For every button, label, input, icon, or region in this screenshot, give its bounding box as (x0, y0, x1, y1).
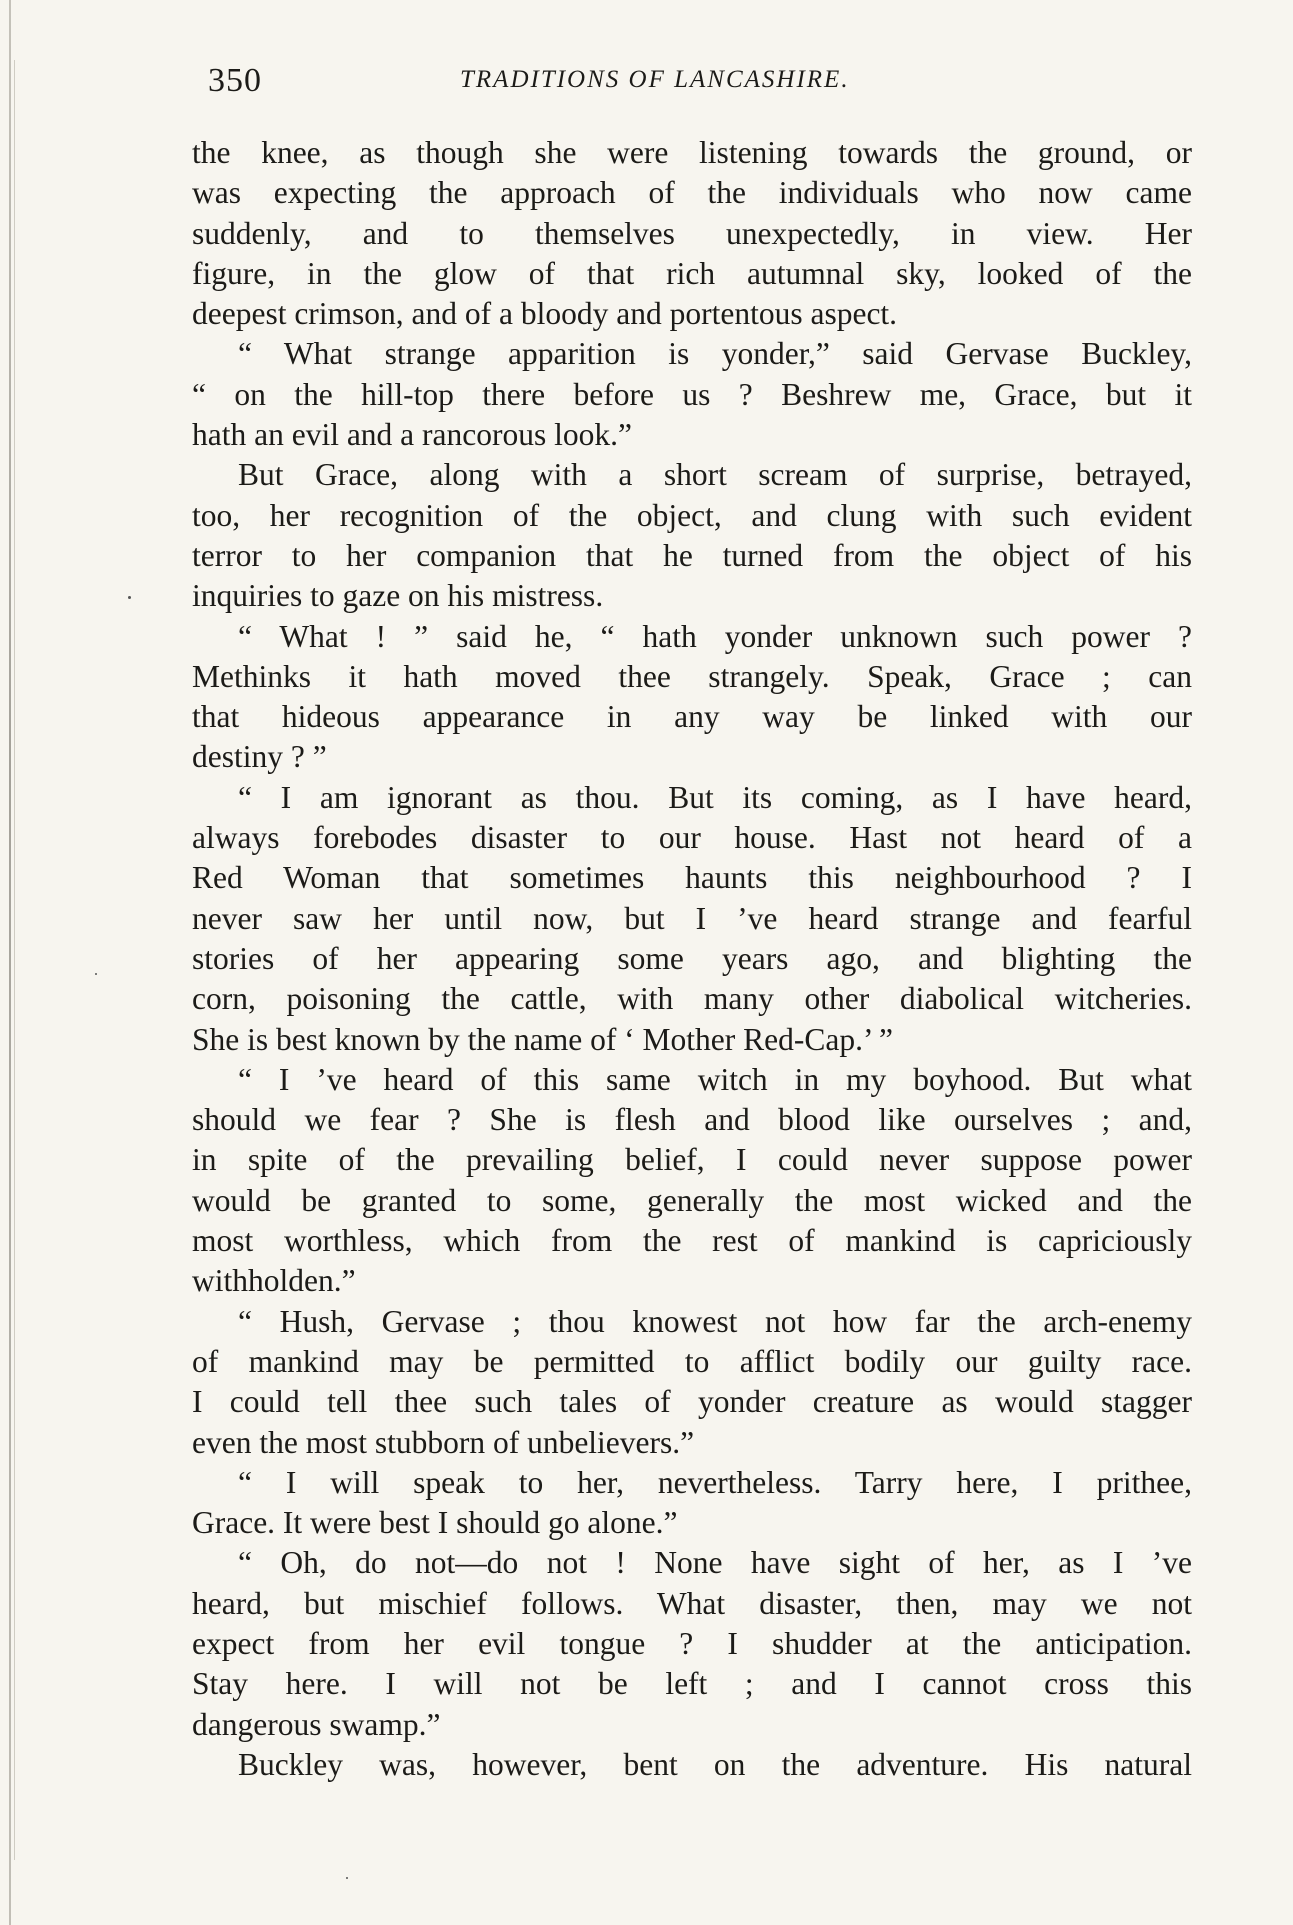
paper-speck (95, 973, 97, 975)
text-line: would be granted to some, generally the most wicked and the (192, 1182, 1192, 1218)
text-line: always forebodes disaster to our house. Hast not heard of a (192, 820, 1192, 856)
text-line: “ on the hill-top there before us ? Beshrew me, Grace, but it (192, 376, 1192, 412)
text-line: in spite of the prevailing belief, I could never suppose power (192, 1142, 1192, 1178)
text-line: was expecting the approach of the individuals who now came (192, 175, 1192, 211)
text-line: Methinks it hath moved thee strangely. Speak, Grace ; can (192, 658, 1192, 694)
body-text (192, 133, 1192, 1785)
text-line: too, her recognition of the object, and clung with such evident (192, 497, 1192, 533)
text-line: corn, poisoning the cattle, with many other diabolical witcheries. (192, 981, 1192, 1017)
text-line: the knee, as though she were listening towards the ground, or (192, 135, 1192, 170)
text-line: inquiries to gaze on his mistress. (192, 578, 604, 614)
text-line: deepest crimson, and of a bloody and portentous aspect. (192, 296, 898, 332)
text-line: “ What ! ” said he, “ hath yonder unknown such power ? (238, 618, 1192, 654)
text-line: hath an evil and a rancorous look.” (192, 417, 632, 453)
text-line: “ I will speak to her, nevertheless. Tarry here, I prithee, (238, 1464, 1192, 1500)
text-line: Red Woman that sometimes haunts this neighbourhood ? I (192, 860, 1192, 896)
text-line: figure, in the glow of that rich autumnal sky, looked of the (192, 255, 1192, 291)
text-line: stories of her appearing some years ago, and blighting the (192, 940, 1192, 976)
text-line: She is best known by the name of ‘ Mother Red-Cap.’ ” (192, 1021, 894, 1057)
text-line: “ I ’ve heard of this same witch in my boyhood. But what (238, 1061, 1192, 1097)
page-header (208, 62, 1208, 106)
text-line: I could tell thee such tales of yonder creature as would stagger (192, 1384, 1192, 1420)
text-line: “ I am ignorant as thou. But its coming, as I have heard, (238, 779, 1192, 815)
text-line: that hideous appearance in any way be linked with our (192, 699, 1192, 735)
paper-speck (128, 596, 131, 599)
text-line: of mankind may be permitted to afflict bodily our guilty race. (192, 1343, 1192, 1379)
text-line: even the most stubborn of unbelievers.” (192, 1424, 695, 1460)
text-line: suddenly, and to themselves unexpectedly, in view. Her (192, 215, 1192, 251)
text-line: “ What strange apparition is yonder,” said Gervase Buckley, (238, 336, 1192, 372)
text-line: expect from her evil tongue ? I shudder at the anticipation. (192, 1625, 1192, 1661)
text-line: But Grace, along with a short scream of surprise, betrayed, (238, 457, 1192, 493)
page-gutter-edge (9, 0, 11, 1925)
text-line: Buckley was, however, bent on the adventure. His natural (238, 1746, 1192, 1782)
text-line: should we fear ? She is flesh and blood like ourselves ; and, (192, 1102, 1192, 1138)
text-line: terror to her companion that he turned from the object of his (192, 537, 1192, 573)
text-line: never saw her until now, but I ’ve heard strange and fearful (192, 900, 1192, 936)
text-line: Stay here. I will not be left ; and I cannot cross this (192, 1666, 1192, 1702)
page-number: 350 (208, 62, 262, 99)
text-line: destiny ? ” (192, 739, 327, 775)
text-line: dangerous swamp.” (192, 1706, 441, 1742)
text-line: heard, but mischief follows. What disaster, then, may we not (192, 1585, 1192, 1621)
page-gutter-shadow (14, 60, 15, 1860)
text-line: “ Hush, Gervase ; thou knowest not how far the arch-enemy (238, 1303, 1192, 1339)
text-line: “ Oh, do not—do not ! None have sight of her, as I ’ve (238, 1545, 1192, 1581)
running-title: TRADITIONS OF LANCASHIRE. (460, 66, 850, 93)
text-line: withholden.” (192, 1263, 356, 1299)
text-line: Grace. It were best I should go alone.” (192, 1505, 678, 1541)
paper-speck (346, 1877, 348, 1879)
text-line: most worthless, which from the rest of mankind is capriciously (192, 1223, 1192, 1259)
